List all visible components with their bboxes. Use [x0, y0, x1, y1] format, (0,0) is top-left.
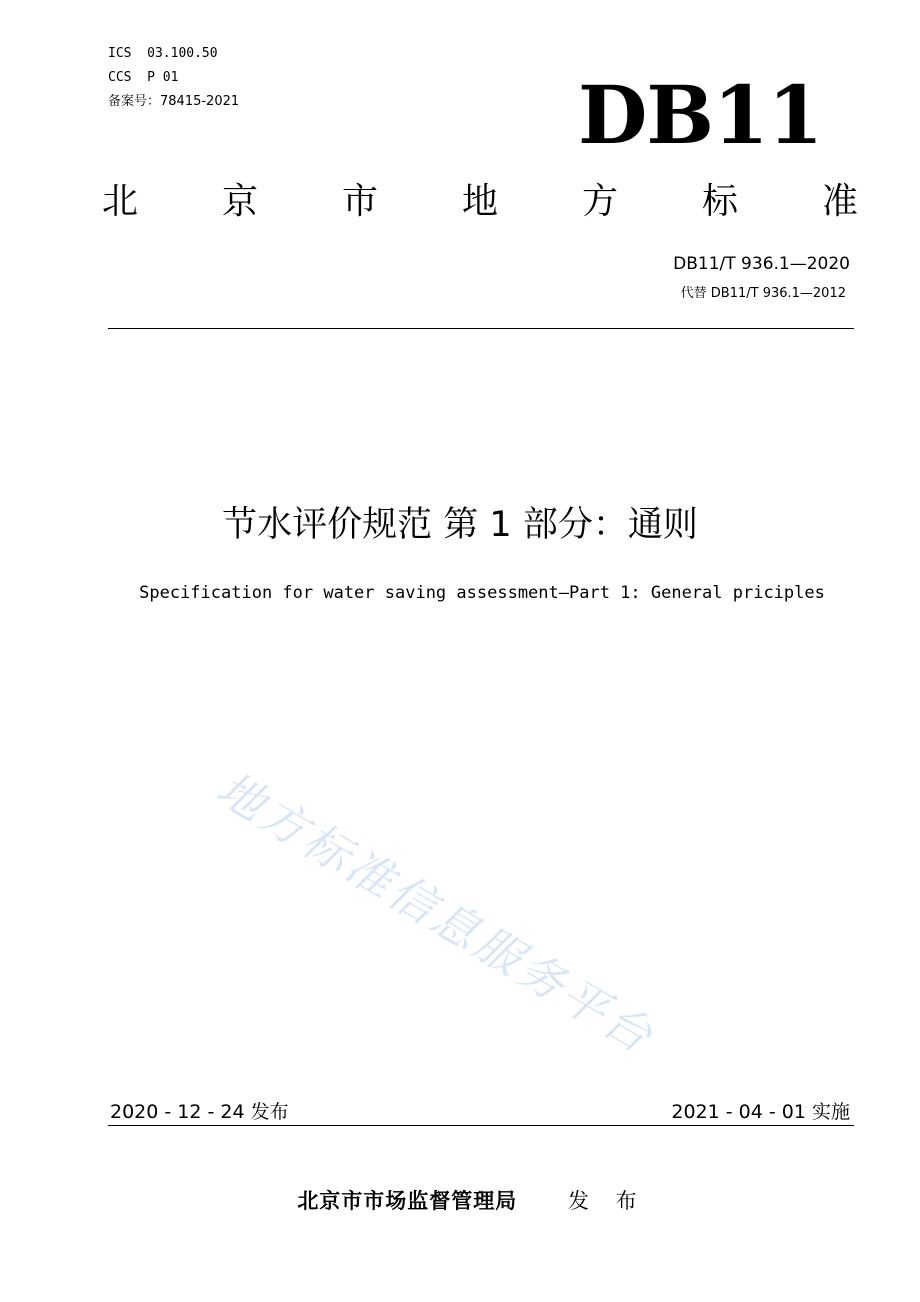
standard-type-char: 标	[701, 181, 738, 222]
publisher-line	[0, 1186, 920, 1216]
standard-type-char: 方	[581, 181, 618, 222]
record-number: 备案号：78415-2021	[108, 94, 240, 109]
standard-type-char: 地	[461, 181, 498, 222]
document-title-english: Specification for water saving assessment—Part 1: General priciples	[139, 583, 825, 603]
watermark-text: 地方标准信息服务平台	[207, 760, 665, 1065]
document-title-chinese: 节水评价规范 第 1 部分：通则	[222, 505, 698, 545]
issue-date: 2020 - 12 - 24 发布	[110, 1101, 289, 1123]
ics-code: ICS 03.100.50	[108, 46, 218, 61]
standard-type-char: 京	[221, 181, 258, 222]
standard-type-char: 北	[101, 181, 138, 222]
publish-action: 发 布	[568, 1189, 647, 1213]
standard-type-heading	[100, 176, 860, 228]
header-divider	[108, 328, 854, 329]
standard-type-char: 市	[341, 181, 378, 222]
replaces-standard: 代替 DB11/T 936.1—2012	[680, 286, 846, 301]
publisher-name: 北京市市场监督管理局	[297, 1189, 518, 1213]
standard-code: DB11/T 936.1—2020	[673, 254, 850, 274]
ccs-code: CCS P 01	[108, 70, 179, 85]
date-divider	[108, 1125, 854, 1126]
implementation-date: 2021 - 04 - 01 实施	[671, 1101, 850, 1123]
standard-type-char: 准	[821, 181, 858, 222]
db11-logo: DB11	[578, 68, 823, 162]
